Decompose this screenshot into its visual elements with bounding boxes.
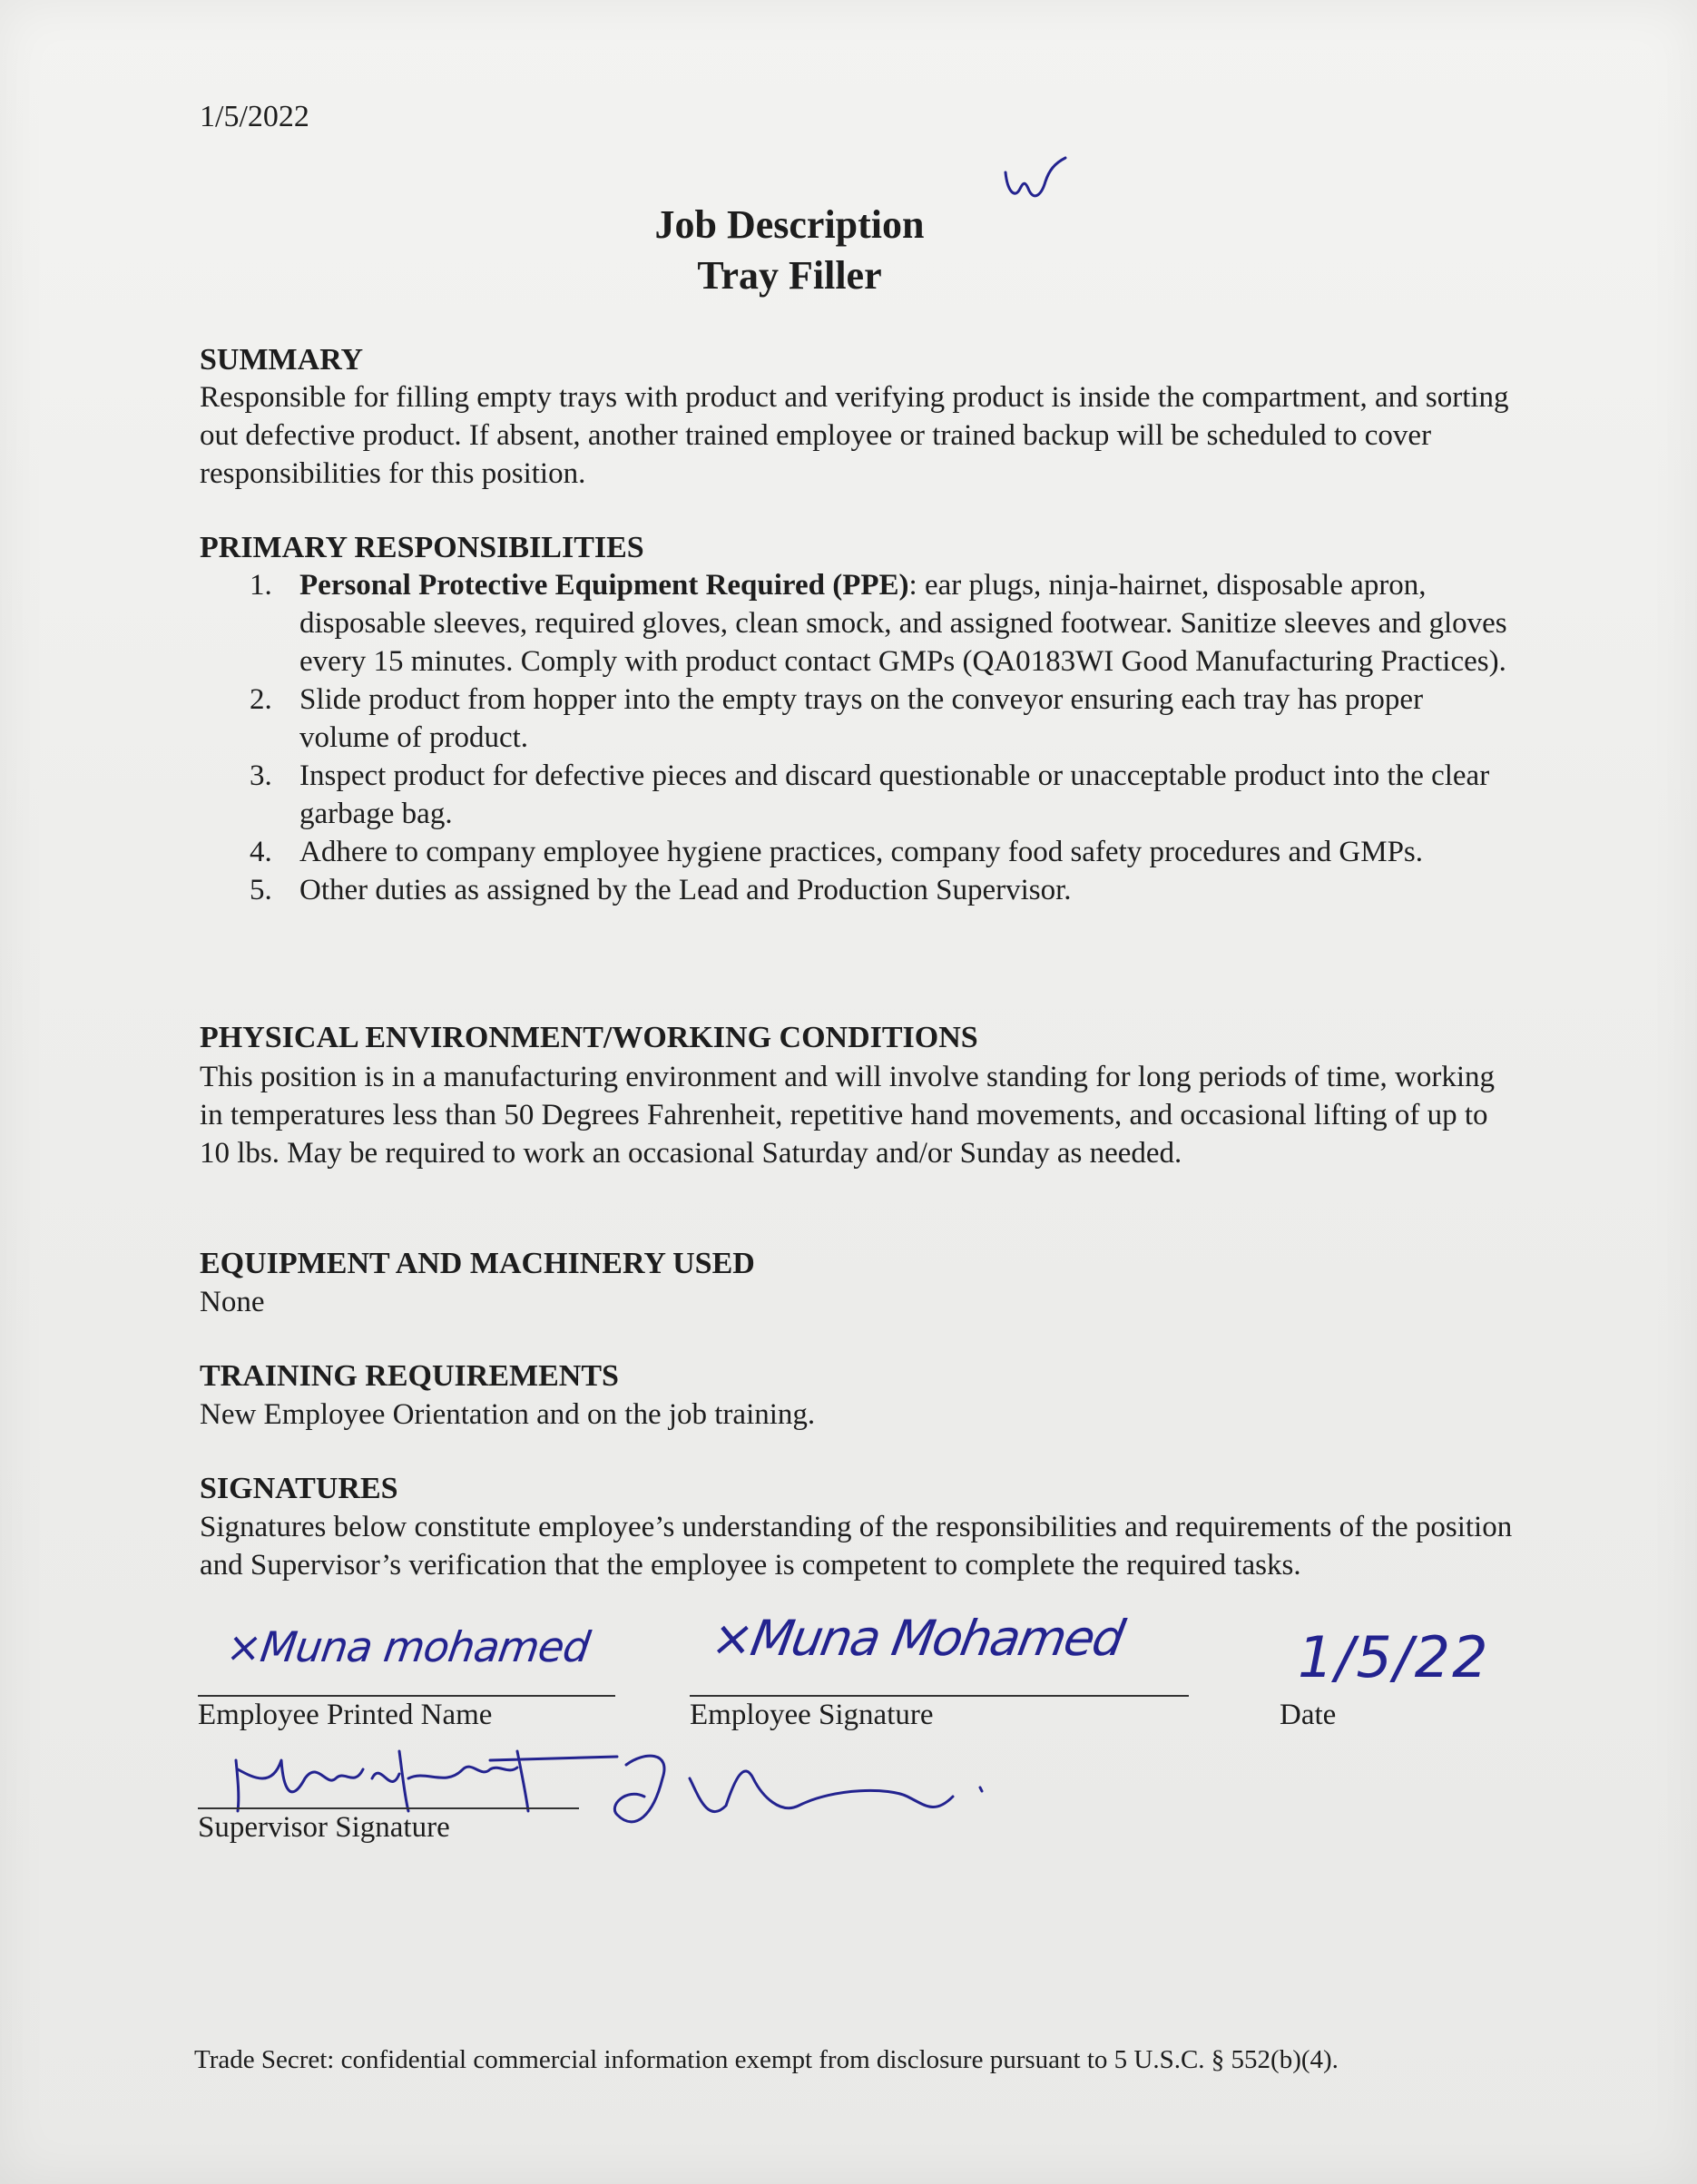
- employee-signature-label: Employee Signature: [690, 1699, 934, 1731]
- signature-date-value: 1/5/22: [1298, 1624, 1490, 1690]
- signatures-text: Signatures below constitute employee’s understanding of the responsibilities and requirements of the position and Supervisor’s verification that the employee is competent to complete the required tasks.: [200, 1511, 1513, 1582]
- employee-printed-name-line: [198, 1695, 615, 1697]
- training-heading: TRAINING REQUIREMENTS: [200, 1359, 619, 1393]
- employee-printed-name-label: Employee Printed Name: [198, 1699, 493, 1731]
- environment-heading: PHYSICAL ENVIRONMENT/WORKING CONDITIONS: [200, 1021, 978, 1054]
- list-item: 2. Slide product from hopper into the empty trays on the conveyor ensuring each tray has proper volume of product.: [250, 683, 1424, 754]
- employee-signature-value: ×Muna Mohamed: [707, 1610, 1128, 1667]
- document-date: 1/5/2022: [200, 100, 309, 133]
- handwritten-w-mark: [998, 154, 1071, 209]
- equipment-heading: EQUIPMENT AND MACHINERY USED: [200, 1247, 755, 1280]
- employee-printed-name-value: ×Muna mohamed: [223, 1622, 593, 1671]
- employee-signature-line: [690, 1695, 1189, 1697]
- job-title: Tray Filler: [697, 253, 882, 298]
- list-item: 3. Inspect product for defective pieces and discard questionable or unacceptable product into the clear garbage bag.: [250, 759, 1490, 830]
- responsibilities-heading: PRIMARY RESPONSIBILITIES: [200, 531, 644, 564]
- equipment-text: None: [200, 1286, 265, 1318]
- list-item: 4. Adhere to company employee hygiene practices, company food safety procedures and GMPs.: [250, 836, 1424, 868]
- date-label: Date: [1280, 1699, 1337, 1731]
- document-title: Job Description: [654, 202, 925, 247]
- trade-secret-footer: Trade Secret: confidential commercial information exempt from disclosure pursuant to 5 U.S.C. § 552(b)(4).: [194, 2045, 1339, 2074]
- summary-text: Responsible for filling empty trays with product and verifying product is inside the compartment, and sorting out defective product. If absent, another trained employee or trained backup will be scheduled to cover responsibilities for this position.: [200, 381, 1509, 490]
- summary-heading: SUMMARY: [200, 343, 364, 377]
- supervisor-signature-line: [198, 1807, 579, 1809]
- supervisor-signature-label: Supervisor Signature: [198, 1811, 450, 1844]
- training-text: New Employee Orientation and on the job training.: [200, 1398, 816, 1431]
- responsibilities-list: [200, 566, 1516, 909]
- environment-text: This position is in a manufacturing environment and will involve standing for long periods of time, working in temperatures less than 50 Degrees Fahrenheit, repetitive hand movements, and occasional lifting of up to 10 lbs. May be required to work an occasional Saturday and/or Sunday as needed.: [200, 1061, 1496, 1170]
- list-item: 5. Other duties as assigned by the Lead and Production Supervisor.: [250, 874, 1072, 906]
- ppe-label: Personal Protective Equipment Required (PPE): [299, 569, 909, 602]
- signatures-heading: SIGNATURES: [200, 1472, 398, 1505]
- list-item: 1. Personal Protective Equipment Required (PPE): ear plugs, ninja-hairnet, disposable apron, disposable sleeves, required gloves, clean smock, and assigned footwear. Sanitize sleeves and gloves every 15 minutes. Comply with product contact GMPs (QA0183WI Good Manufacturing Practices).: [250, 569, 1507, 678]
